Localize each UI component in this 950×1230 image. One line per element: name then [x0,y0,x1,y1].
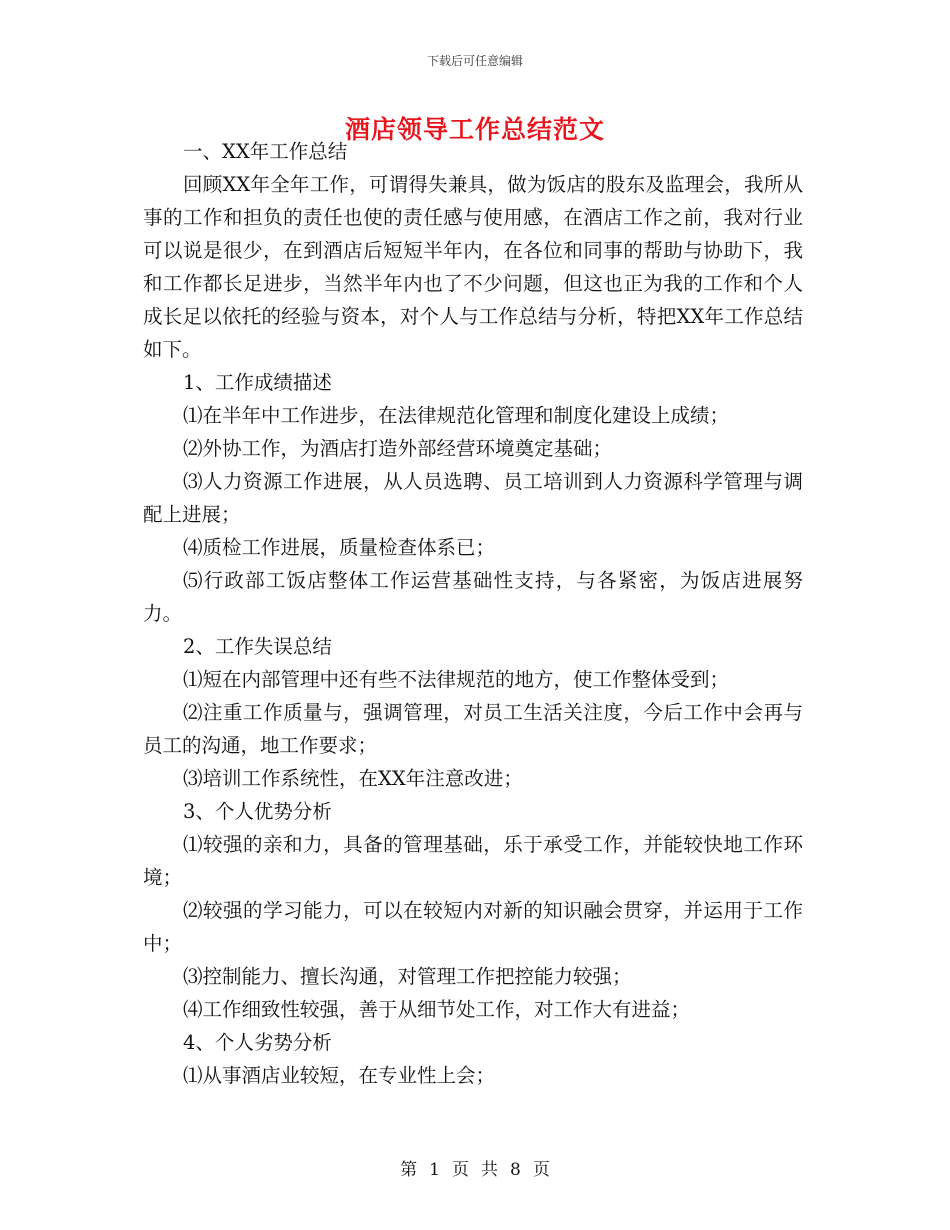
list-item: ⑵外协工作，为酒店打造外部经营环境奠定基础； [183,437,613,460]
subsection-heading: 3、个人优势分析 [183,800,332,823]
page-label-prefix: 第 [400,1160,418,1180]
list-item: ⑶人力资源工作进展，从人员选聘、员工培训到人力资源科学管理与调配上进展； [143,470,803,526]
list-item: ⑶培训工作系统性，在XX年注意改进； [183,767,523,790]
list-item: ⑷质检工作进展，质量检查体系已； [183,536,496,559]
list-item: ⑴较强的亲和力，具备的管理基础，乐于承受工作，并能较快地工作环境； [143,833,803,889]
subsection-heading: 4、个人劣势分析 [183,1031,332,1054]
list-item: ⑴短在内部管理中还有些不法律规范的地方，使工作整体受到； [183,668,730,691]
list-item: ⑸行政部工饭店整体工作运营基础性支持，与各紧密，为饭店进展努力。 [143,569,803,625]
page-footer [0,1155,950,1180]
list-item: ⑴在半年中工作进步，在法律规范化管理和制度化建设上成绩； [183,404,730,427]
document-title: 酒店领导工作总结范文 [344,115,605,144]
section-heading: 一、XX年工作总结 [183,140,348,163]
list-item: ⑴从事酒店业较短，在专业性上会； [183,1064,496,1087]
page-label-mid: 页 [452,1160,469,1180]
total-label: 共 [481,1160,498,1180]
paragraph: 回顾XX年全年工作，可谓得失兼具，做为饭店的股东及监理会，我所从事的工作和担负的责任也使的责任感与使用感，在酒店工作之前，我对行业可以说是很少，在到酒店后短短半年内，在各位和同事的帮助与协助下，我和工作都长足进步，当然半年内也了不少问题，但这也正为我的工作和个人成长足以依托的经验与资本，对个人与工作总结与分析，特把XX年工作总结如下。 [143,173,803,361]
subsection-heading: 1、工作成绩描述 [183,371,332,394]
total-pages: 8 [510,1160,521,1180]
list-item: ⑵较强的学习能力，可以在较短内对新的知识融会贯穿，并运用于工作中； [143,899,803,955]
list-item: ⑶控制能力、擅长沟通，对管理工作把控能力较强； [183,965,632,988]
list-item: ⑷工作细致性较强，善于从细节处工作，对工作大有进益； [183,998,691,1021]
page-label-suffix: 页 [532,1160,550,1180]
header-note: 下载后可任意编辑 [426,54,523,68]
list-item: ⑵注重工作质量与，强调管理，对员工生活关注度，今后工作中会再与员工的沟通，地工作要求； [143,701,803,757]
document-body [143,135,803,1092]
subsection-heading: 2、工作失误总结 [183,635,332,658]
page-number: 1 [429,1160,440,1180]
